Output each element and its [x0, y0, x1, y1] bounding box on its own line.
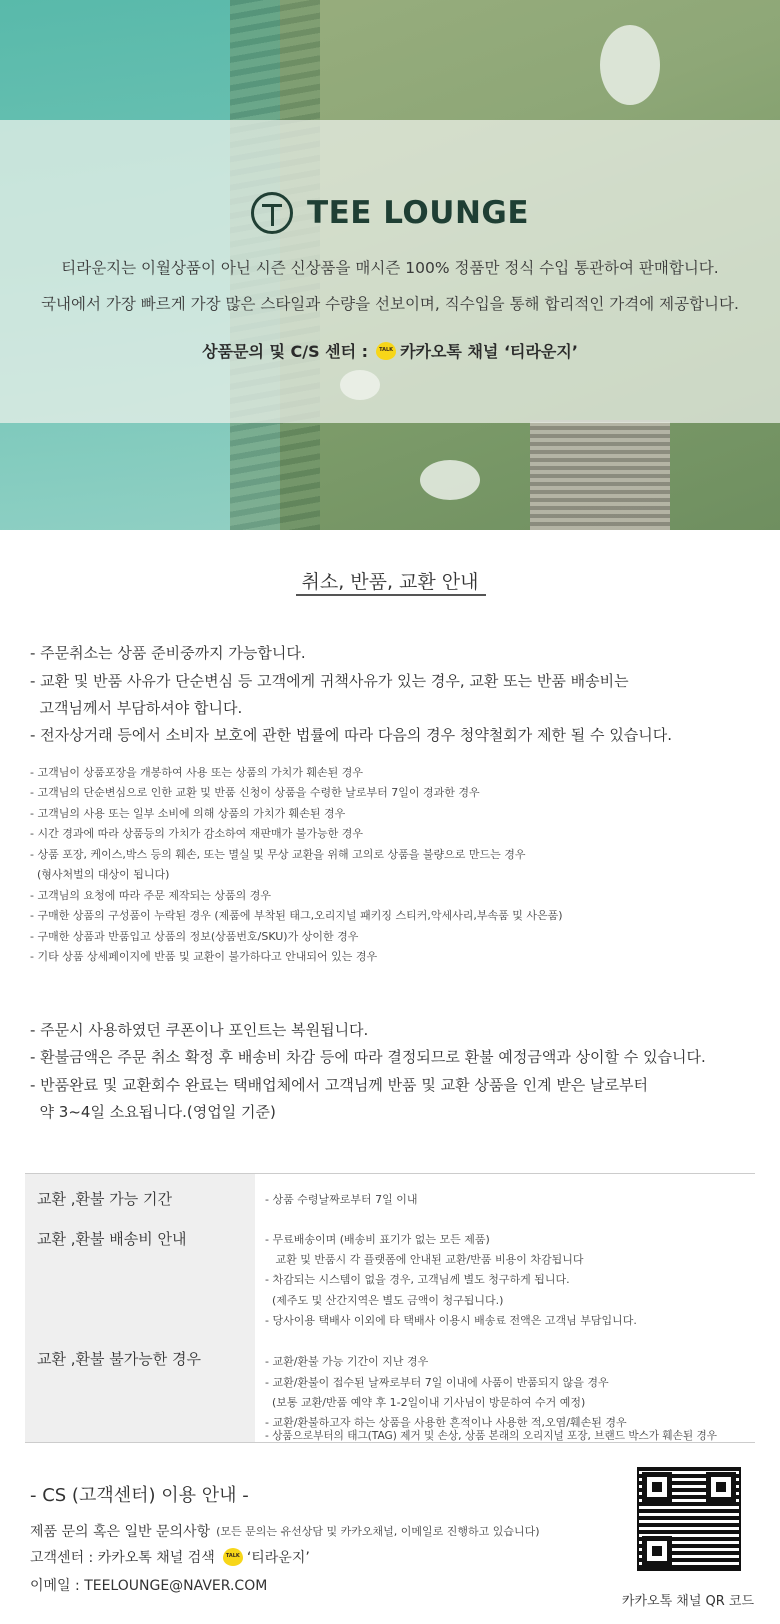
cs-contact-line	[0, 339, 780, 362]
restriction-item: - 구매한 상품의 구성품이 누락된 경우 (제품에 부착된 태그,오리지널 패키징 스티커,악세사리,부속품 및 사은품)	[30, 909, 563, 922]
qr-finder-icon	[706, 1472, 736, 1502]
restriction-item: - 시간 경과에 따라 상품등의 가치가 감소하여 재판매가 불가능한 경우	[30, 827, 363, 840]
kakaotalk-icon: TALK	[376, 342, 396, 360]
table-header-column	[25, 1174, 255, 1442]
intro-line-2: 국내에서 가장 빠르게 가장 많은 스타일과 수량을 선보이며, 직수입을 통해 합리적인 가격에 제공합니다.	[41, 295, 739, 313]
restriction-item: - 고객님의 단순변심으로 인한 교환 및 반품 신청이 상품을 수령한 날로부터 7일이 경과한 경우	[30, 786, 480, 799]
section-title-underline	[296, 594, 486, 596]
hero-banner	[0, 0, 780, 530]
refund-line: 약 3~4일 소요됩니다.(영업일 기준)	[30, 1103, 276, 1121]
table-row-text: - 상품 수령날짜로부터 7일 이내	[265, 1193, 418, 1206]
table-row-head: 교환 ,환불 가능 기간	[37, 1190, 172, 1208]
table-row-text: - 교환/환불 가능 기간이 지난 경우	[265, 1355, 429, 1368]
restriction-item: - 상품 포장, 케이스,박스 등의 훼손, 또는 멸실 및 무상 교환을 위해 고의로 상품을 불량으로 만드는 경우	[30, 848, 526, 861]
policy-line: - 주문취소는 상품 준비중까지 가능합니다.	[30, 644, 306, 662]
cs-channel: 카카오톡 채널 ‘티라운지’	[400, 342, 578, 361]
restriction-item: - 고객님이 상품포장을 개봉하여 사용 또는 상품의 가치가 훼손된 경우	[30, 766, 363, 779]
cs-title: - CS (고객센터) 이용 안내 -	[30, 1485, 249, 1506]
section-title: 취소, 반품, 교환 안내	[301, 571, 479, 593]
policy-line: 고객님께서 부담하셔야 합니다.	[30, 699, 243, 717]
restriction-item: - 구매한 상품과 반품입고 상품의 정보(상품번호/SKU)가 상이한 경우	[30, 930, 359, 943]
refund-line: - 주문시 사용하였던 쿠폰이나 포인트는 복원됩니다.	[30, 1021, 369, 1039]
cs-center-channel: ‘티라운지’	[246, 1550, 310, 1566]
refund-line: - 반품완료 및 교환회수 완료는 택배업체에서 고객님께 반품 및 교환 상품을 인계 받은 날로부터	[30, 1076, 649, 1094]
table-row-head: 교환 ,환불 배송비 안내	[37, 1230, 187, 1248]
table-row-head: 교환 ,환불 불가능한 경우	[37, 1350, 201, 1368]
cs-email: 이메일 : TEELOUNGE@NAVER.COM	[30, 1578, 268, 1594]
restriction-item: - 고객님의 요청에 따라 주문 제작되는 상품의 경우	[30, 889, 271, 902]
hero-bunker	[600, 25, 660, 105]
cs-inquiry	[30, 1521, 540, 1541]
table-row-text: - 교환/환불하고자 하는 상품을 사용한 흔적이나 사용한 적,오염/훼손된 경우	[265, 1416, 627, 1429]
brand-name: TEE LOUNGE	[306, 195, 530, 231]
table-row-text: - 무료배송이며 (배송비 표기가 없는 모든 제품)	[265, 1233, 490, 1246]
restriction-item: - 기타 상품 상세페이지에 반품 및 교환이 불가하다고 안내되어 있는 경우	[30, 950, 378, 963]
cs-inquiry-note: (모든 문의는 유선상담 및 카카오채널, 이메일로 진행하고 있습니다)	[216, 1525, 540, 1538]
kakaotalk-icon: TALK	[223, 1548, 243, 1566]
hero-building	[530, 420, 670, 530]
restriction-item: - 고객님의 사용 또는 일부 소비에 의해 상품의 가치가 훼손된 경우	[30, 807, 346, 820]
tee-logo-icon	[251, 192, 293, 234]
table-row-text: 교환 및 반품시 각 플랫폼에 안내된 교환/반품 비용이 차감됩니다	[265, 1253, 584, 1266]
cs-center-label: 고객센터 : 카카오톡 채널 검색	[30, 1550, 215, 1566]
cs-inquiry-label: 제품 문의 혹은 일반 문의사항	[30, 1524, 211, 1540]
qr-caption: 카카오톡 채널 QR 코드	[621, 1594, 755, 1609]
table-row-text: - 차감되는 시스템이 없을 경우, 고객님께 별도 청구하게 됩니다.	[265, 1273, 570, 1286]
qr-code-icon[interactable]	[637, 1467, 741, 1571]
intro-line-1: 티라운지는 이월상품이 아닌 시즌 신상품을 매시즌 100% 정품만 정식 수입 통관하여 판매합니다.	[61, 259, 719, 277]
refund-line: - 환불금액은 주문 취소 확정 후 배송비 차감 등에 따라 결정되므로 환불 예정금액과 상이할 수 있습니다.	[30, 1048, 706, 1066]
table-row-text: - 상품으로부터의 태그(TAG) 제거 및 손상, 상품 본래의 오리지널 포장, 브랜드 박스가 훼손된 경우	[265, 1430, 717, 1442]
table-row-text: (제주도 및 산간지역은 별도 금액이 청구됩니다.)	[265, 1294, 504, 1307]
table-row-text: - 당사이용 택배사 이외에 타 택배사 이용시 배송료 전액은 고객님 부담입니다.	[265, 1314, 637, 1327]
cs-center	[30, 1547, 310, 1567]
policy-line: - 전자상거래 등에서 소비자 보호에 관한 법률에 따라 다음의 경우 청약철회가 제한 될 수 있습니다.	[30, 726, 673, 744]
qr-finder-icon	[642, 1472, 672, 1502]
table-row-text: - 교환/환불이 접수된 날짜로부터 7일 이내에 사품이 반품되지 않을 경우	[265, 1376, 609, 1389]
hero-bunker	[420, 460, 480, 500]
qr-finder-icon	[642, 1536, 672, 1566]
table-row-text: (보통 교환/반품 예약 후 1-2일이내 기사님이 방문하여 수거 예정)	[265, 1396, 586, 1409]
brand-logo	[0, 192, 780, 234]
exchange-refund-table	[25, 1173, 755, 1443]
cs-label: 상품문의 및 C/S 센터 :	[202, 342, 369, 361]
policy-line: - 교환 및 반품 사유가 단순변심 등 고객에게 귀책사유가 있는 경우, 교환 또는 반품 배송비는	[30, 672, 629, 690]
restriction-item: (형사처벌의 대상이 됩니다)	[30, 868, 170, 881]
